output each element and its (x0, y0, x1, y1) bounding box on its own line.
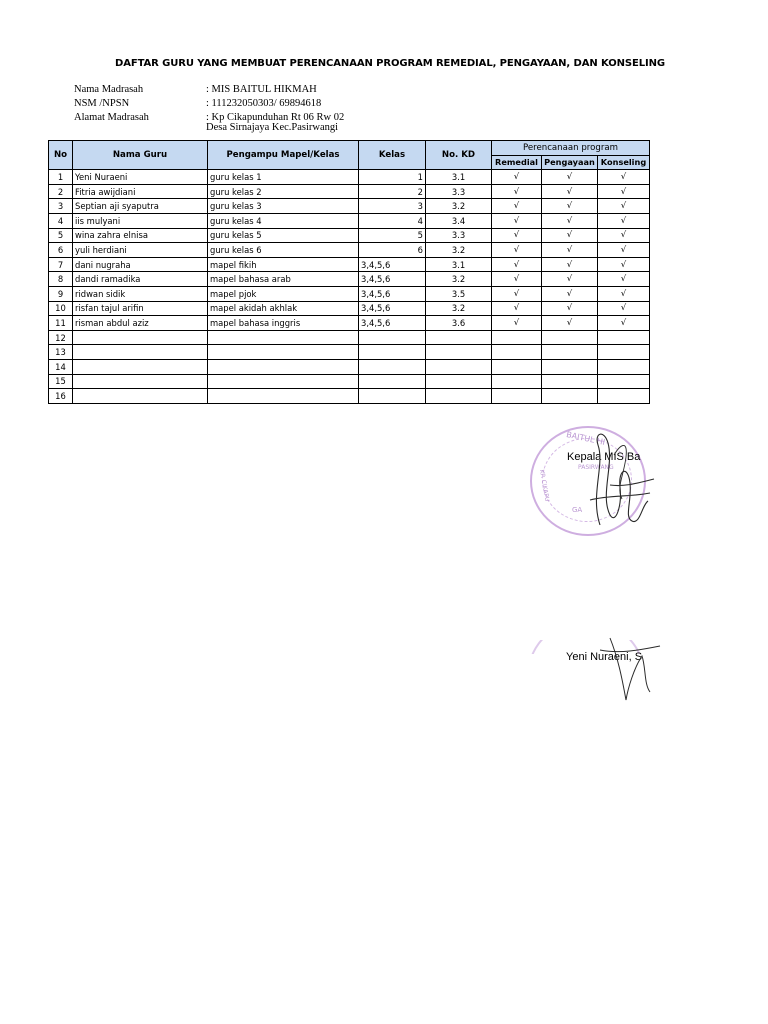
cell-kd: 3.2 (426, 243, 492, 258)
stamp-text-bottom: GA (572, 506, 583, 514)
table-row (49, 286, 650, 301)
table-row (49, 374, 650, 389)
cell-nama-guru: ridwan sidik (73, 286, 208, 301)
cell-konseling: √ (598, 199, 650, 214)
cell-mapel: guru kelas 3 (208, 199, 359, 214)
cell-mapel: mapel bahasa arab (208, 272, 359, 287)
cell-kd: 3.4 (426, 213, 492, 228)
cell-konseling: √ (598, 301, 650, 316)
stamp-text-top: BAITUL HI (565, 429, 606, 448)
cell-remedial: √ (492, 228, 542, 243)
cell-mapel (208, 345, 359, 360)
table-row (49, 316, 650, 331)
cell-kelas: 3,4,5,6 (359, 272, 426, 287)
cell-remedial: √ (492, 184, 542, 199)
cell-kelas: 3,4,5,6 (359, 301, 426, 316)
cell-kelas: 3 (359, 199, 426, 214)
cell-pengayaan: √ (542, 272, 598, 287)
table-row (49, 330, 650, 345)
table-row (49, 184, 650, 199)
alamat-value-2: Desa Sirnajaya Kec.Pasirwangi (206, 122, 339, 133)
stamp-text-left: KP. CIKAPU (537, 468, 551, 503)
cell-remedial: √ (492, 243, 542, 258)
cell-nama-guru (73, 374, 208, 389)
cell-kelas (359, 330, 426, 345)
cell-no: 16 (49, 389, 73, 404)
cell-kd (426, 389, 492, 404)
cell-konseling: √ (598, 228, 650, 243)
alamat-label: Alamat Madrasah (74, 112, 149, 123)
cell-kelas: 6 (359, 243, 426, 258)
cell-no: 8 (49, 272, 73, 287)
header-remedial: Remedial (492, 155, 542, 170)
cell-mapel (208, 359, 359, 374)
cell-no: 9 (49, 286, 73, 301)
cell-nama-guru: iis mulyani (73, 213, 208, 228)
nama-madrasah-value: : MIS BAITUL HIKMAH (206, 84, 317, 95)
cell-konseling: √ (598, 170, 650, 185)
header-nama-guru: Nama Guru (73, 141, 208, 170)
cell-kd: 3.2 (426, 301, 492, 316)
cell-mapel: guru kelas 1 (208, 170, 359, 185)
cell-nama-guru: risfan tajul arifin (73, 301, 208, 316)
cell-kd: 3.3 (426, 184, 492, 199)
table-row (49, 199, 650, 214)
cell-remedial (492, 389, 542, 404)
cell-pengayaan: √ (542, 316, 598, 331)
cell-konseling: √ (598, 243, 650, 258)
header-no: No (49, 141, 73, 170)
cell-no: 3 (49, 199, 73, 214)
cell-no: 7 (49, 257, 73, 272)
signature-1 (570, 425, 660, 535)
cell-nama-guru: risman abdul aziz (73, 316, 208, 331)
stamp-text-mid: PASIRWANG (578, 464, 614, 471)
table-row (49, 257, 650, 272)
cell-nama-guru (73, 389, 208, 404)
cell-konseling (598, 359, 650, 374)
cell-mapel: mapel akidah akhlak (208, 301, 359, 316)
cell-nama-guru (73, 359, 208, 374)
kepala-label: Kepala MIS Ba (567, 451, 641, 463)
table-row (49, 345, 650, 360)
cell-mapel: guru kelas 2 (208, 184, 359, 199)
cell-pengayaan: √ (542, 257, 598, 272)
table-row (49, 243, 650, 258)
table-row (49, 170, 650, 185)
header-mapel: Pengampu Mapel/Kelas (208, 141, 359, 170)
cell-kelas: 5 (359, 228, 426, 243)
cell-konseling: √ (598, 316, 650, 331)
cell-mapel (208, 330, 359, 345)
document-title: DAFTAR GURU YANG MEMBUAT PERENCANAAN PROGRAM REMEDIAL, PENGAYAAN, DAN KONSELING (115, 58, 665, 69)
cell-kelas: 3,4,5,6 (359, 286, 426, 301)
cell-remedial: √ (492, 286, 542, 301)
cell-nama-guru: dani nugraha (73, 257, 208, 272)
cell-kd: 3.5 (426, 286, 492, 301)
cell-nama-guru: Septian aji syaputra (73, 199, 208, 214)
cell-no: 13 (49, 345, 73, 360)
cell-kelas: 3,4,5,6 (359, 316, 426, 331)
cell-kelas: 3,4,5,6 (359, 257, 426, 272)
cell-pengayaan: √ (542, 243, 598, 258)
header-konseling: Konseling (598, 155, 650, 170)
cell-kd: 3.2 (426, 199, 492, 214)
cell-kelas (359, 345, 426, 360)
cell-remedial (492, 374, 542, 389)
cell-no: 15 (49, 374, 73, 389)
cell-kelas (359, 374, 426, 389)
cell-nama-guru (73, 330, 208, 345)
cell-pengayaan: √ (542, 213, 598, 228)
cell-remedial (492, 330, 542, 345)
cell-no: 5 (49, 228, 73, 243)
cell-pengayaan (542, 374, 598, 389)
cell-pengayaan: √ (542, 170, 598, 185)
table-row (49, 389, 650, 404)
cell-mapel: guru kelas 4 (208, 213, 359, 228)
cell-kd (426, 374, 492, 389)
cell-konseling: √ (598, 272, 650, 287)
cell-pengayaan: √ (542, 199, 598, 214)
cell-konseling: √ (598, 286, 650, 301)
table-row (49, 213, 650, 228)
cell-mapel: guru kelas 6 (208, 243, 359, 258)
cell-pengayaan (542, 345, 598, 360)
header-pengayaan: Pengayaan (542, 155, 598, 170)
cell-pengayaan: √ (542, 301, 598, 316)
cell-kd (426, 345, 492, 360)
cell-no: 4 (49, 213, 73, 228)
cell-konseling (598, 345, 650, 360)
cell-kd: 3.1 (426, 170, 492, 185)
signature-2 (590, 628, 670, 708)
cell-no: 11 (49, 316, 73, 331)
cell-remedial: √ (492, 199, 542, 214)
cell-remedial: √ (492, 316, 542, 331)
cell-kd: 3.6 (426, 316, 492, 331)
cell-kd: 3.1 (426, 257, 492, 272)
cell-konseling (598, 374, 650, 389)
nsm-value: : 111232050303/ 69894618 (206, 98, 322, 109)
cell-kelas (359, 389, 426, 404)
cell-konseling: √ (598, 257, 650, 272)
cell-kelas: 1 (359, 170, 426, 185)
header-kelas: Kelas (359, 141, 426, 170)
table-row (49, 272, 650, 287)
table-row (49, 301, 650, 316)
cell-no: 12 (49, 330, 73, 345)
cell-pengayaan: √ (542, 184, 598, 199)
nsm-label: NSM /NPSN (74, 98, 130, 109)
header-kd: No. KD (426, 141, 492, 170)
cell-kd: 3.3 (426, 228, 492, 243)
cell-remedial: √ (492, 213, 542, 228)
cell-pengayaan (542, 359, 598, 374)
kepala-name-label: Yeni Nuraeni, S (566, 651, 643, 663)
cell-nama-guru (73, 345, 208, 360)
cell-kd (426, 330, 492, 345)
table-body (49, 170, 650, 404)
cell-kd: 3.2 (426, 272, 492, 287)
cell-remedial: √ (492, 170, 542, 185)
cell-mapel (208, 374, 359, 389)
cell-mapel (208, 389, 359, 404)
cell-remedial (492, 345, 542, 360)
cell-no: 6 (49, 243, 73, 258)
cell-no: 14 (49, 359, 73, 374)
cell-nama-guru: Fitria awijdiani (73, 184, 208, 199)
cell-konseling (598, 330, 650, 345)
cell-konseling (598, 389, 650, 404)
alamat-value-1: : Kp Cikapunduhan Rt 06 Rw 02 (206, 112, 345, 123)
cell-no: 1 (49, 170, 73, 185)
cell-no: 2 (49, 184, 73, 199)
cell-kelas: 2 (359, 184, 426, 199)
cell-nama-guru: dandi ramadika (73, 272, 208, 287)
cell-konseling: √ (598, 213, 650, 228)
cell-nama-guru: yuli herdiani (73, 243, 208, 258)
cell-mapel: mapel fikih (208, 257, 359, 272)
cell-nama-guru: wina zahra elnisa (73, 228, 208, 243)
cell-pengayaan (542, 389, 598, 404)
header-perencanaan: Perencanaan program (492, 141, 650, 156)
cell-mapel: mapel bahasa inggris (208, 316, 359, 331)
table-row (49, 359, 650, 374)
cell-pengayaan (542, 330, 598, 345)
cell-pengayaan: √ (542, 228, 598, 243)
cell-pengayaan: √ (542, 286, 598, 301)
cell-remedial: √ (492, 301, 542, 316)
cell-remedial: √ (492, 272, 542, 287)
teacher-table (48, 140, 650, 404)
cell-nama-guru: Yeni Nuraeni (73, 170, 208, 185)
nama-madrasah-label: Nama Madrasah (74, 84, 144, 95)
cell-konseling: √ (598, 184, 650, 199)
cell-no: 10 (49, 301, 73, 316)
cell-remedial: √ (492, 257, 542, 272)
cell-kelas: 4 (359, 213, 426, 228)
cell-kd (426, 359, 492, 374)
cell-kelas (359, 359, 426, 374)
table-row (49, 228, 650, 243)
cell-mapel: mapel pjok (208, 286, 359, 301)
cell-remedial (492, 359, 542, 374)
cell-mapel: guru kelas 5 (208, 228, 359, 243)
